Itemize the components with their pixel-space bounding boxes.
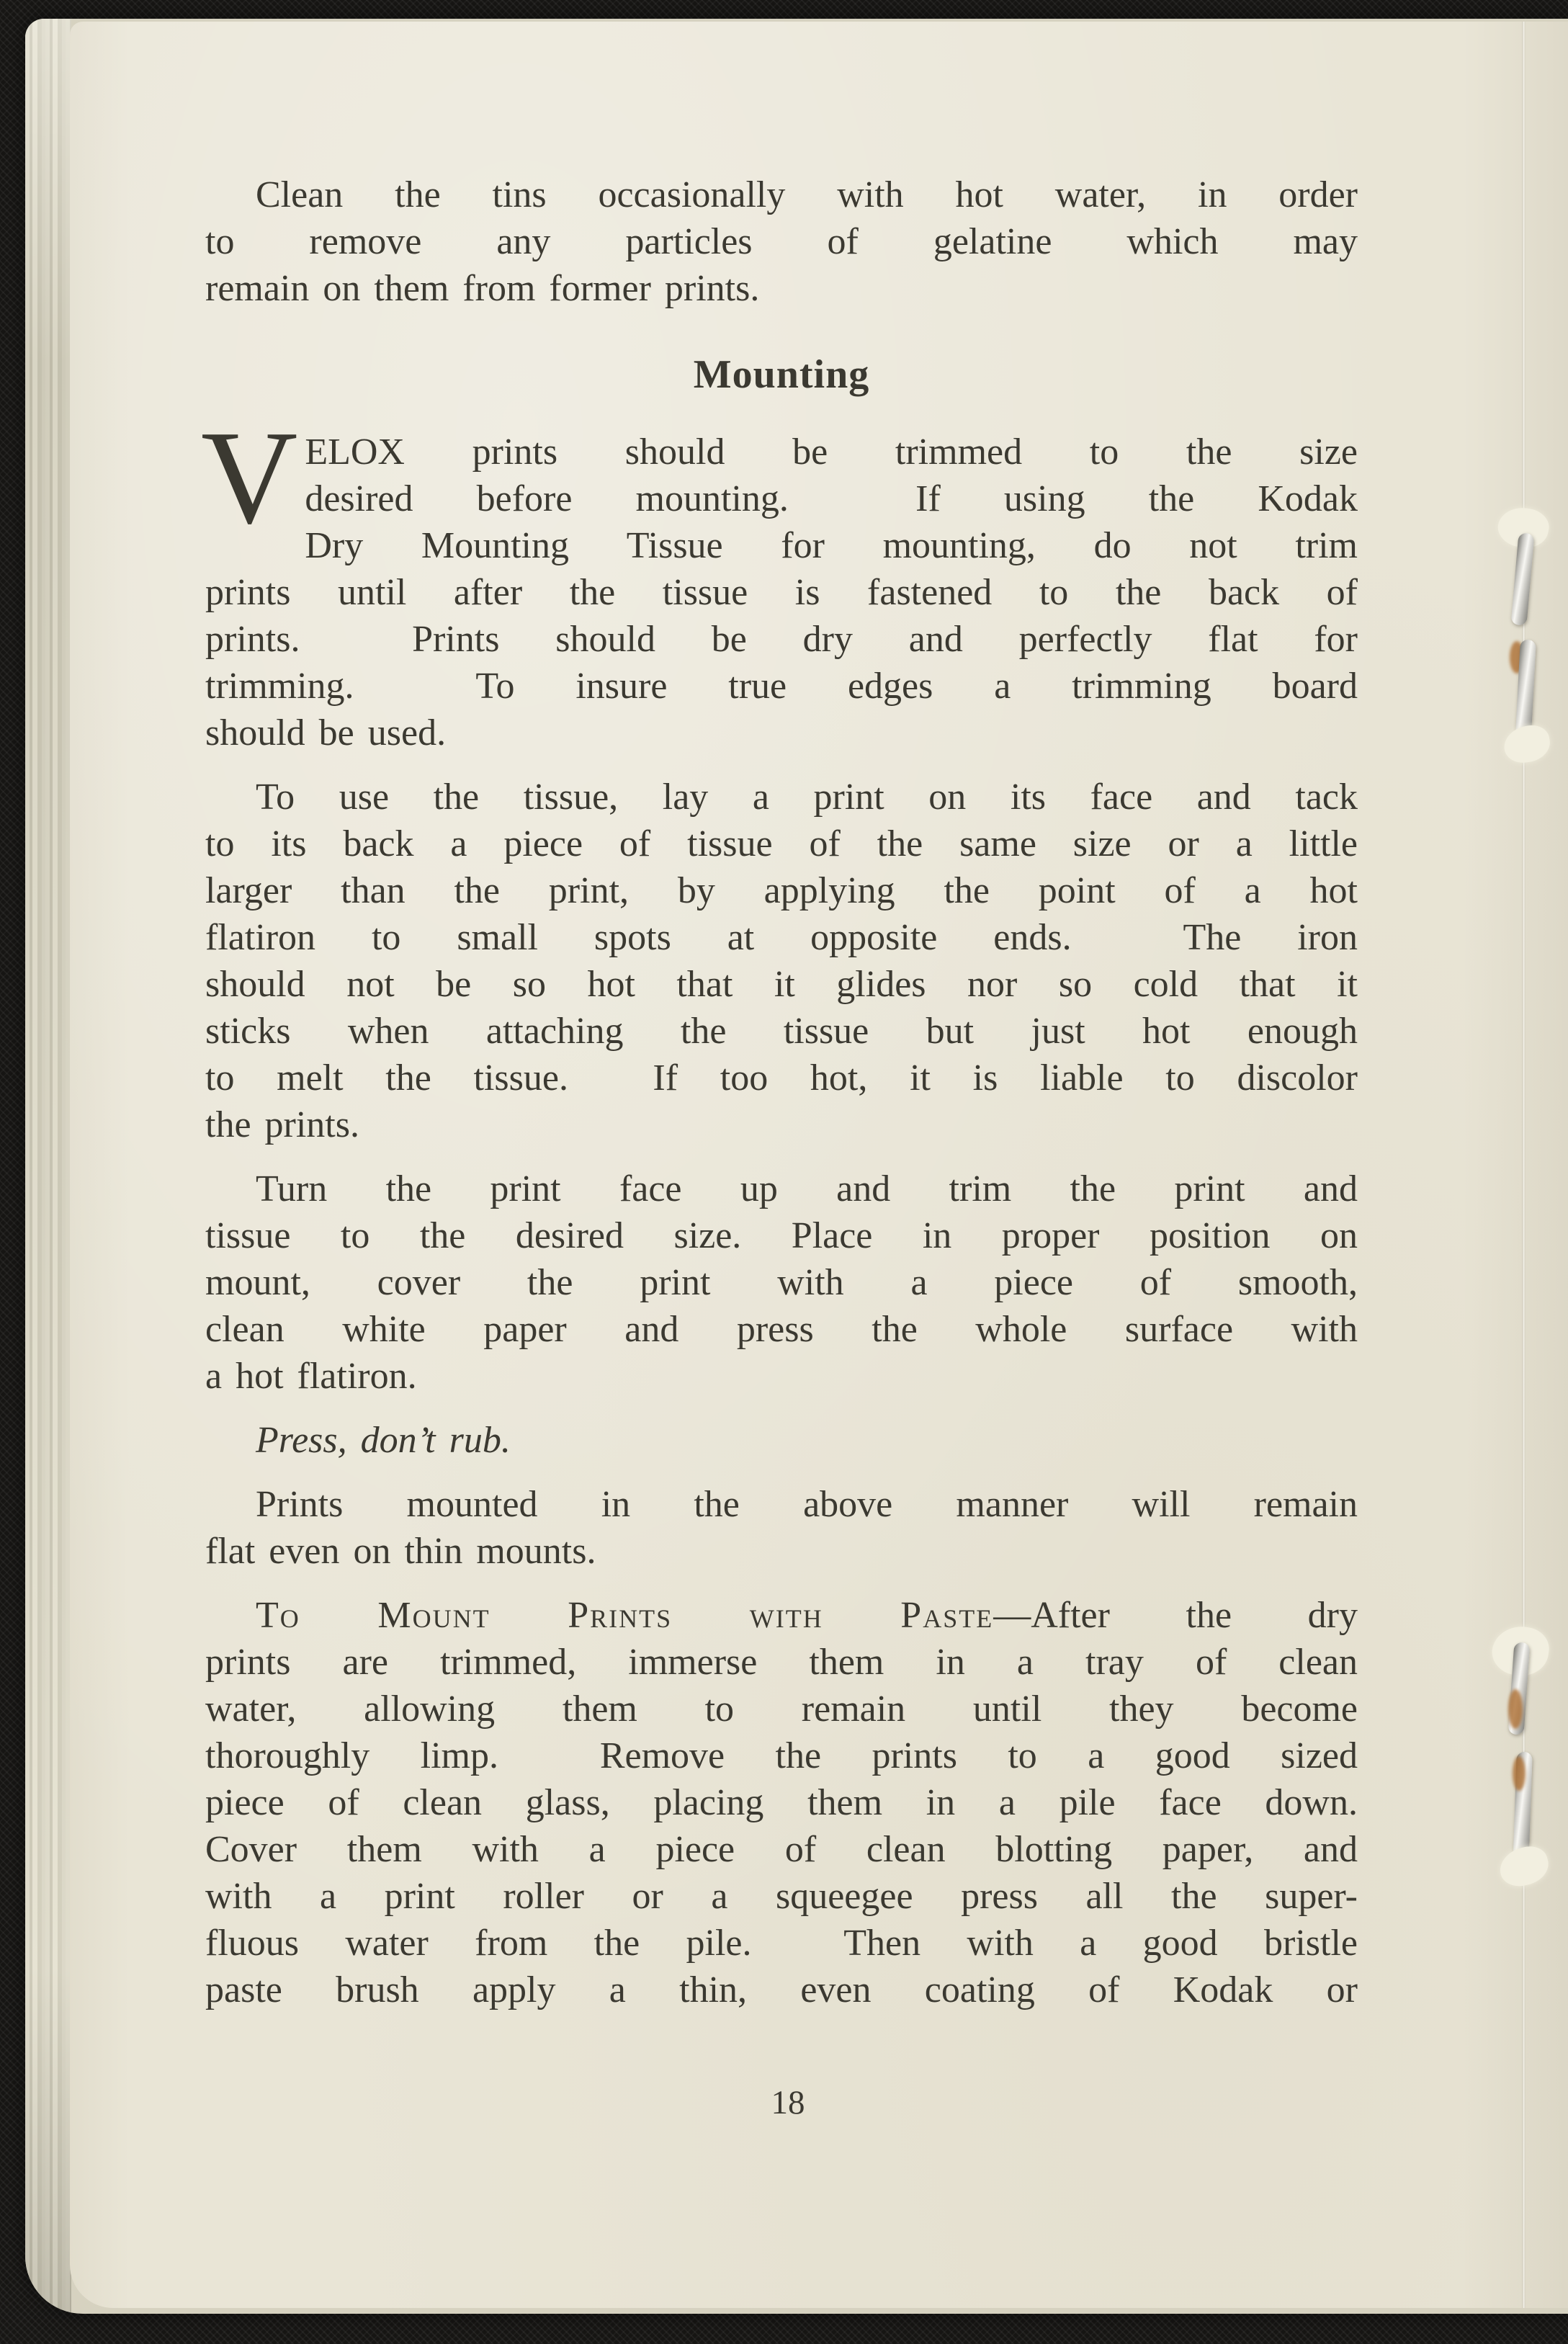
text-line: prints. Prints should be dry and perfectly flat for [205,619,1358,660]
book-page [70,22,1568,2308]
text-line: to melt the tissue. If too hot, it is liable to discolor [205,1057,1358,1099]
text-line: desired before mounting. If using the Kodak [305,478,1358,519]
page-stack [25,19,1568,2314]
drop-cap: V [201,403,298,552]
text-line: thoroughly limp. Remove the prints to a good sized [205,1735,1358,1776]
text-line: a hot flatiron. [205,1356,417,1397]
text-line: paste brush apply a thin, even coating of Kodak or [205,1969,1358,2010]
paragraph [205,1481,1358,1575]
text-line: to remove any particles of gelatine which may [205,221,1358,262]
text-line: Clean the tins occasionally with hot water, in order [256,174,1358,215]
text-line: trimming. To insure true edges a trimming board [205,666,1358,707]
text-line: clean white paper and press the whole surface with [205,1309,1358,1350]
paragraph [205,774,1358,1148]
text-line: water, allowing them to remain until they become [205,1688,1358,1730]
text-line: sticks when attaching the tissue but just hot enough [205,1011,1358,1052]
text-segment: —After the dry [993,1595,1358,1636]
text-line: remain on them from former prints. [205,268,760,309]
text-line: Turn the print face up and trim the print and [256,1168,1358,1209]
text-line: should be used. [205,712,447,753]
text-line: mount, cover the print with a piece of smooth, [205,1262,1358,1303]
text-line: should not be so hot that it glides nor so cold that it [205,964,1358,1005]
text-line: to its back a piece of tissue of the same size or a little [205,823,1358,864]
text-line: fluous water from the pile. Then with a good bristle [205,1923,1358,1964]
section-heading: Mounting [693,352,870,397]
text-line: To use the tissue, lay a print on its face and tack [256,777,1358,818]
text-line: Prints mounted in the above manner will remain [256,1484,1358,1525]
text-line: flat even on thin mounts. [205,1531,596,1572]
text-line: Dry Mounting Tissue for mounting, do not trim [305,525,1358,566]
text-line: tissue to the desired size. Place in proper position on [205,1215,1358,1256]
text-line [205,1592,1358,1639]
text-line: piece of clean glass, placing them in a pile face down. [205,1782,1358,1823]
text-line: larger than the print, by applying the point of a hot [205,870,1358,911]
text-line: ELOX prints should be trimmed to the size [305,431,1358,473]
text-line: Cover them with a piece of clean blotting paper, and [205,1829,1358,1870]
rust-stain [1513,1756,1526,1791]
page-number: 18 [771,2084,805,2121]
paragraph [201,403,1358,756]
paragraph [205,1166,1358,1400]
text-line: with a print roller or a squeegee press all the super- [205,1876,1358,1917]
paragraph [205,1592,1358,2013]
page-edge-stack [25,19,71,2314]
rust-stain [1508,1689,1523,1729]
text-line: prints until after the tissue is fastened to the back of [205,572,1358,613]
paragraph [205,1417,1358,1464]
text-block [70,22,1568,2013]
page-crease [1522,22,1526,2308]
small-caps-text: To Mount Prints with Paste [256,1595,994,1636]
text-line: flatiron to small spots at opposite ends. The iron [205,917,1358,958]
text-line: prints are trimmed, immerse them in a tray of clean [205,1642,1358,1683]
text-line: Press, don’t rub. [256,1420,511,1461]
text-line: the prints. [205,1104,359,1145]
paragraph [205,171,1358,312]
